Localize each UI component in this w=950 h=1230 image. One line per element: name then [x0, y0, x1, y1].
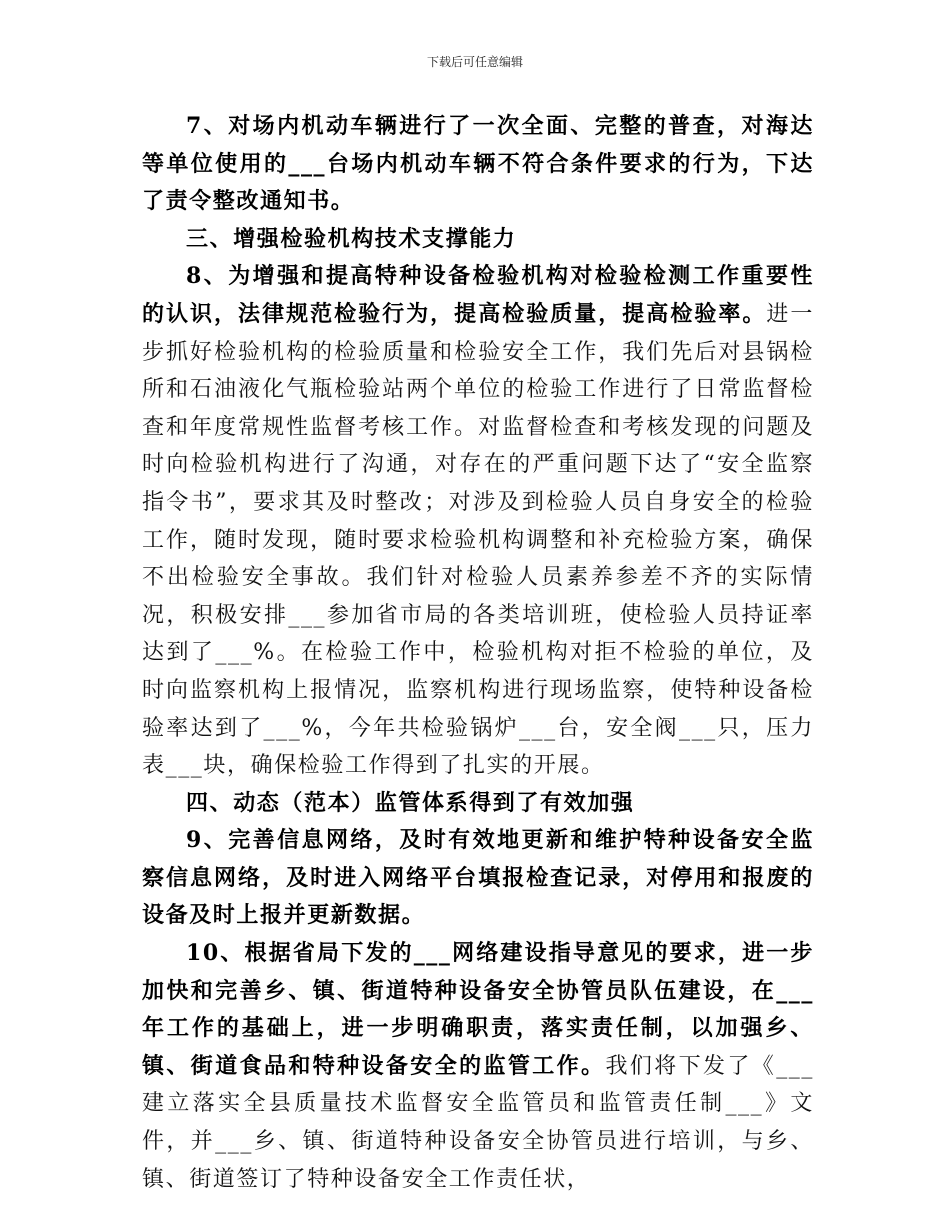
paragraph-10-body: 我们将下发了《___建立落实全县质量技术监督安全监管员和监管责任制___》文件，并___乡、镇、街道特种设备安全协管员进行培训，与乡、镇、街道签订了特种设备安全工作责任状， — [142, 1053, 814, 1192]
paragraph-item-9: 9、完善信息网络，及时有效地更新和维护特种设备安全监察信息网络，及时进入网络平台填报检查记录，对停用和报废的设备及时上报并更新数据。 — [142, 827, 814, 929]
section-heading-3: 三、增强检验机构技术支撑能力 — [186, 225, 517, 252]
document-body — [142, 108, 814, 1198]
paragraph-8-body: 进一步抓好检验机构的检验质量和检验安全工作，我们先后对县锅检所和石油液化气瓶检验站两个单位的检验工作进行了日常监督检查和年度常规性监督考核工作。对监督检查和考核发现的问题及时向检验机构进行了沟通，对存在的严重问题下达了“安全监察指令书”，要求其及时整改；对涉及到检验人员自身安全的检验工作，随时发现，随时要求检验机构调整和补充检验方案，确保不出检验安全事故。我们针对检验人员素养参差不齐的实际情况，积极安排___参加省市局的各类培训班，使检验人员持证率达到了___%。在检验工作中，检验机构对拒不检验的单位，及时向监察机构上报情况，监察机构进行现场监察，使特种设备检验率达到了___%，今年共检验锅炉___台，安全阀___只，压力表___块，确保检验工作得到了扎实的开展。 — [142, 301, 814, 779]
paragraph-item-7: 7、对场内机动车辆进行了一次全面、完整的普查，对海达等单位使用的___台场内机动车辆不符合条件要求的行为，下达了责令整改通知书。 — [142, 113, 814, 215]
paragraph-item-10 — [142, 935, 814, 1198]
section-heading-4: 四、动态（范本）监管体系得到了有效加强 — [186, 789, 635, 816]
paragraph-8-lead: 8、为增强和提高特种设备检验机构对检验检测工作重要性的认识，法律规范检验行为，提高检验质量，提高检验率。 — [142, 263, 814, 327]
page-header: 下载后可任意编辑 — [426, 55, 523, 69]
paragraph-10-lead: 10、根据省局下发的___网络建设指导意见的要求，进一步加快和完善乡、镇、街道特种设备安全协管员队伍建设，在___年工作的基础上，进一步明确职责，落实责任制，以加强乡、镇、街道食品和特种设备安全的监管工作。 — [142, 940, 814, 1079]
paragraph-item-8 — [142, 258, 814, 784]
